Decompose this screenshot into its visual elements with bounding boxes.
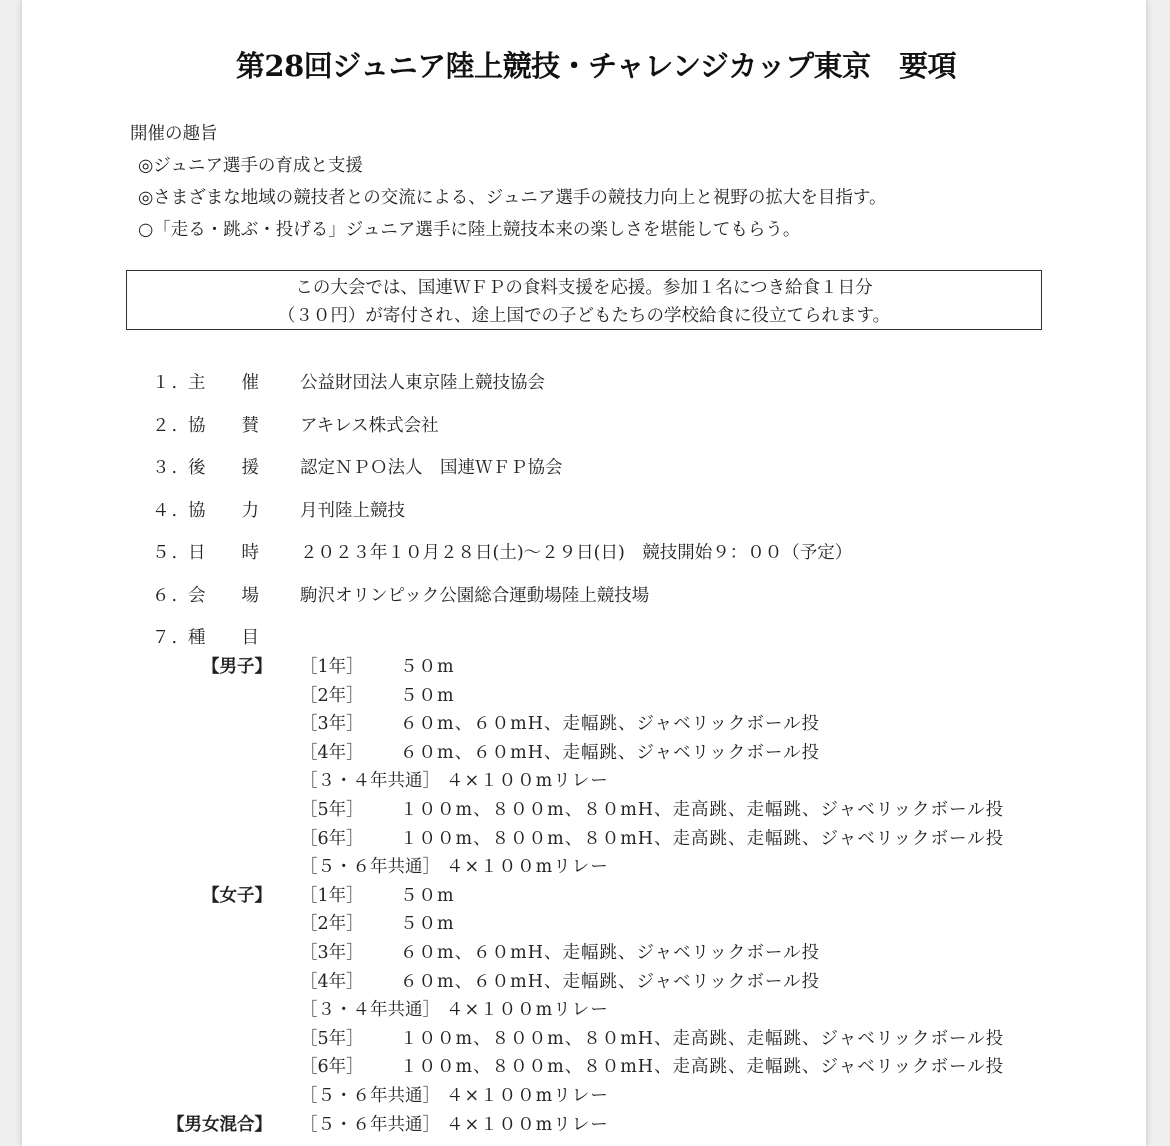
item-value: アキレス株式会社 xyxy=(300,415,439,436)
item-number: ３. xyxy=(152,458,180,478)
event-list: ４×１００mリレー xyxy=(446,1114,609,1135)
item-number: ５. xyxy=(152,543,180,563)
item-label: 協力 xyxy=(188,500,295,521)
event-grade: ［2年］ xyxy=(300,914,364,935)
item-label: 種目 xyxy=(188,628,295,648)
event-grade: ［５・６年共通］ xyxy=(300,857,440,878)
event-group: 【女子】 xyxy=(202,885,272,906)
event-grade: ［3年］ xyxy=(300,942,364,963)
event-group: 【男女混合】 xyxy=(167,1114,272,1135)
purpose-point: ○「走る・跳ぶ・投げる」ジュニア選手に陸上競技本来の楽しさを堪能してもらう。 xyxy=(138,220,801,240)
document-page xyxy=(22,0,1146,1146)
event-list: ５０m xyxy=(400,885,455,906)
event-list: ４×１００mリレー xyxy=(446,857,609,878)
item-label: 日時 xyxy=(188,543,295,563)
item-label: 会場 xyxy=(188,585,295,606)
event-list: ５０m xyxy=(400,657,455,677)
wfp-notice-box xyxy=(126,270,1042,330)
event-list: ４×１００mリレー xyxy=(446,1085,609,1106)
notice-line: この大会では、国連ＷＦＰの食料支援を応援。参加１名につき給食１日分 xyxy=(295,278,873,298)
event-list: ６０m、６０mH、走幅跳、ジャベリックボール投 xyxy=(400,742,821,763)
info-items xyxy=(152,367,852,665)
event-grade: ［５・６年共通］ xyxy=(300,1085,440,1106)
event-list: ６０m、６０mH、走幅跳、ジャベリックボール投 xyxy=(400,714,821,735)
purpose-point: ◎さまざまな地域の競技者との交流による、ジュニア選手の競技力向上と視野の拡大を目指す。 xyxy=(138,188,887,208)
event-grade: ［6年］ xyxy=(300,828,364,849)
event-grade: ［３・４年共通］ xyxy=(300,1000,440,1021)
event-list: ４×１００mリレー xyxy=(446,771,609,792)
item-number: ７. xyxy=(152,628,180,648)
event-grade: ［３・４年共通］ xyxy=(300,771,440,792)
event-list: １００m、８００m、８０mH、走高跳、走幅跳、ジャベリックボール投 xyxy=(400,1057,1005,1078)
purpose-section xyxy=(130,118,887,246)
item-value: 月刊陸上競技 xyxy=(300,500,405,521)
item-label: 主催 xyxy=(188,373,295,393)
info-item xyxy=(152,410,852,453)
event-list: ６０m、６０mH、走幅跳、ジャベリックボール投 xyxy=(400,971,821,992)
item-number: ２. xyxy=(152,415,180,436)
event-list: ５０m xyxy=(400,685,455,706)
item-number: ４. xyxy=(152,500,180,521)
event-grade: ［5年］ xyxy=(300,799,364,820)
event-list: １００m、８００m、８０mH、走高跳、走幅跳、ジャベリックボール投 xyxy=(400,1028,1005,1049)
event-grade: ［3年］ xyxy=(300,714,364,735)
purpose-heading: 開催の趣旨 xyxy=(130,124,218,144)
purpose-point: ◎ジュニア選手の育成と支援 xyxy=(138,156,363,176)
item-value: 公益財団法人東京陸上競技協会 xyxy=(300,373,545,393)
document-title: 第28回ジュニア陸上競技・チャレンジカップ東京 要項 xyxy=(235,49,957,83)
event-list: ４×１００mリレー xyxy=(446,1000,609,1021)
event-grade: ［５・６年共通］ xyxy=(300,1114,440,1135)
event-grade: ［5年］ xyxy=(300,1028,364,1049)
event-grade: ［4年］ xyxy=(300,742,364,763)
info-item xyxy=(152,580,852,623)
item-value: 認定ＮＰＯ法人 国連ＷＦＰ協会 xyxy=(300,458,563,478)
event-grade: ［1年］ xyxy=(300,885,364,906)
item-value: ２０２３年１０月２８日(土)～２９日(日) 競技開始９：００（予定） xyxy=(300,543,853,563)
item-label: 後援 xyxy=(188,458,295,478)
event-list: １００m、８００m、８０mH、走高跳、走幅跳、ジャベリックボール投 xyxy=(400,799,1005,820)
notice-line: （３０円）が寄付され、途上国での子どもたちの学校給食に役立てられます。 xyxy=(277,306,891,326)
event-list: ６０m、６０mH、走幅跳、ジャベリックボール投 xyxy=(400,942,821,963)
event-grade: ［1年］ xyxy=(300,657,364,677)
item-number: ６. xyxy=(152,585,180,606)
item-number: １. xyxy=(152,373,180,393)
event-group: 【男子】 xyxy=(202,657,272,677)
event-grade: ［2年］ xyxy=(300,685,364,706)
item-label: 協賛 xyxy=(188,415,295,436)
event-list: ５０m xyxy=(400,914,455,935)
item-value: 駒沢オリンピック公園総合運動場陸上競技場 xyxy=(300,585,650,606)
info-item xyxy=(152,367,852,410)
info-item xyxy=(152,452,852,495)
event-list: １００m、８００m、８０mH、走高跳、走幅跳、ジャベリックボール投 xyxy=(400,828,1005,849)
info-item xyxy=(152,537,852,580)
event-grade: ［6年］ xyxy=(300,1057,364,1078)
event-grade: ［4年］ xyxy=(300,971,364,992)
info-item xyxy=(152,495,852,538)
